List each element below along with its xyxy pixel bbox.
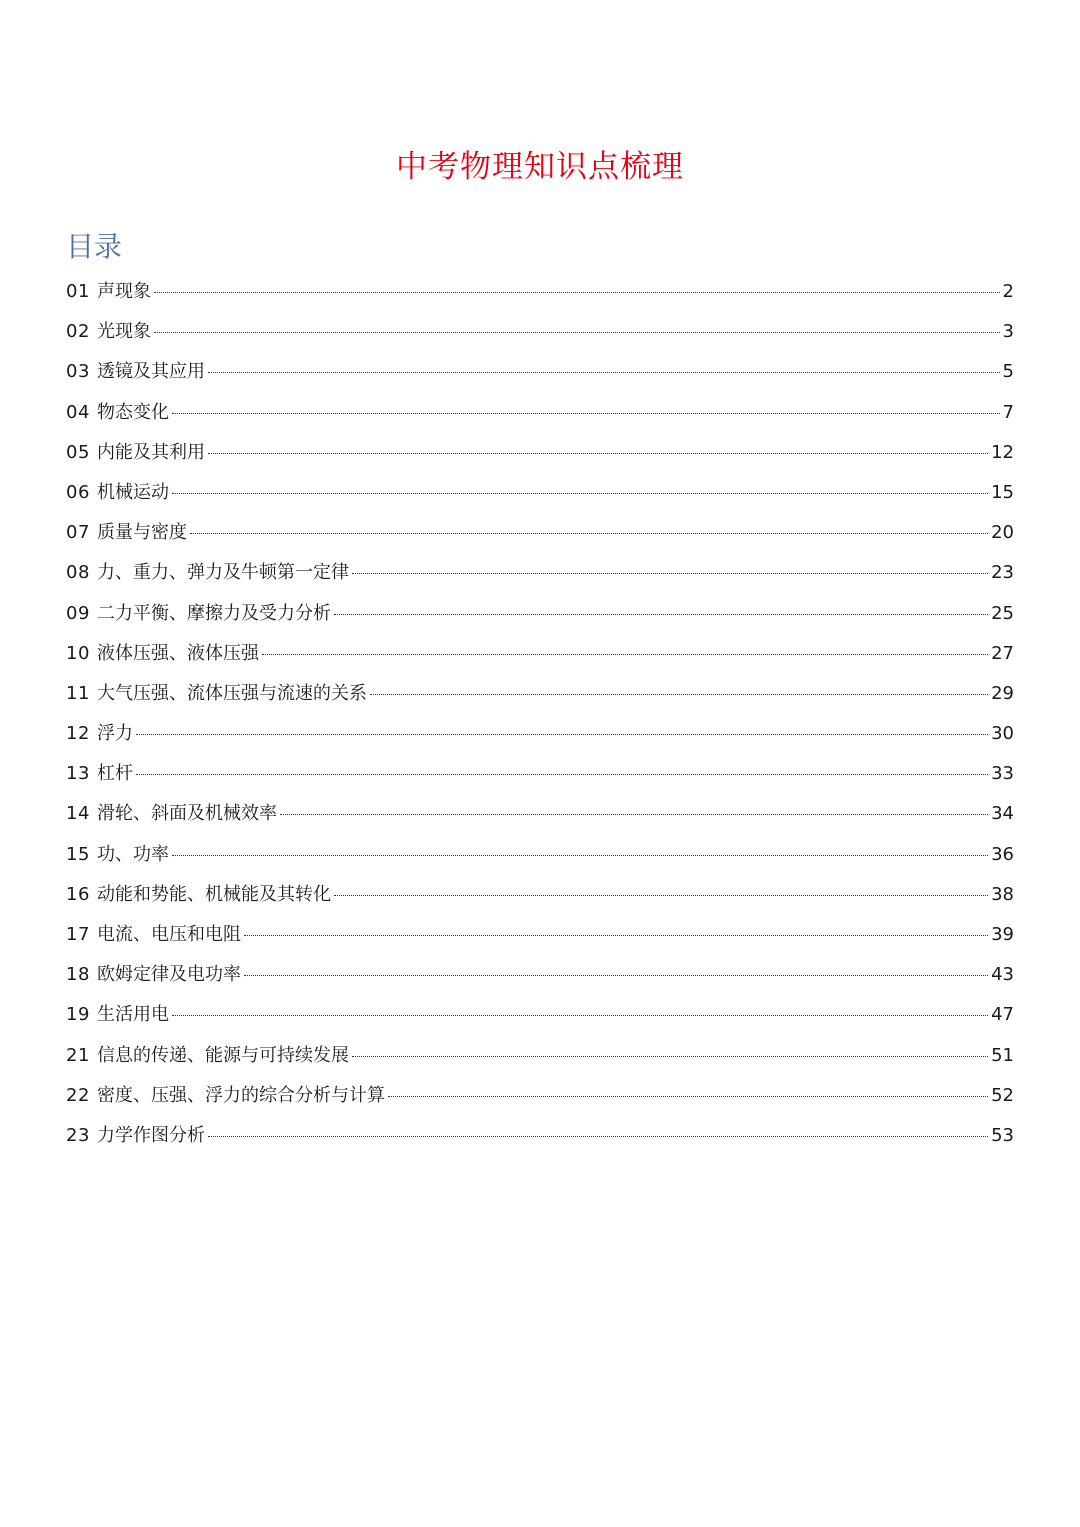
toc-entry-title: 透镜及其应用 bbox=[97, 361, 205, 383]
toc-entry-number: 01 bbox=[66, 281, 90, 302]
toc-dot-leader bbox=[262, 654, 988, 655]
toc-entry-number: 18 bbox=[66, 964, 90, 986]
toc-entry-title: 力、重力、弹力及牛顿第一定律 bbox=[97, 562, 349, 584]
toc-entry-page: 27 bbox=[991, 642, 1014, 664]
toc-entry-05[interactable] bbox=[66, 433, 1014, 473]
toc-entry-title: 生活用电 bbox=[97, 1004, 169, 1026]
toc-entry-08[interactable] bbox=[66, 553, 1014, 593]
toc-entry-number: 23 bbox=[66, 1124, 90, 1146]
toc-entry-number: 08 bbox=[66, 562, 90, 584]
document-title: 中考物理知识点梳理 bbox=[396, 149, 684, 185]
toc-dot-leader bbox=[172, 855, 988, 856]
toc-entry-page: 25 bbox=[991, 602, 1014, 624]
toc-entry-number: 12 bbox=[66, 723, 90, 745]
toc-entry-title: 液体压强、液体压强 bbox=[97, 642, 259, 664]
toc-entry-06[interactable] bbox=[66, 473, 1014, 513]
toc-entry-10[interactable] bbox=[66, 634, 1014, 674]
table-of-contents bbox=[66, 272, 1014, 1156]
toc-entry-23[interactable] bbox=[66, 1116, 1014, 1156]
toc-entry-12[interactable] bbox=[66, 714, 1014, 754]
toc-entry-number: 10 bbox=[66, 642, 90, 664]
toc-entry-number: 15 bbox=[66, 843, 90, 865]
toc-entry-page: 12 bbox=[991, 441, 1014, 463]
toc-dot-leader bbox=[334, 895, 988, 896]
toc-dot-leader bbox=[388, 1096, 988, 1097]
toc-entry-03[interactable] bbox=[66, 352, 1014, 392]
toc-entry-number: 16 bbox=[66, 883, 90, 905]
toc-dot-leader bbox=[136, 774, 988, 775]
toc-dot-leader bbox=[280, 814, 988, 815]
toc-entry-07[interactable] bbox=[66, 513, 1014, 553]
toc-entry-17[interactable] bbox=[66, 915, 1014, 955]
toc-entry-number: 03 bbox=[66, 361, 90, 383]
toc-dot-leader bbox=[352, 1056, 988, 1057]
toc-entry-title: 电流、电压和电阻 bbox=[97, 924, 241, 945]
toc-entry-title: 信息的传递、能源与可持续发展 bbox=[97, 1044, 349, 1066]
toc-entry-title: 声现象 bbox=[97, 281, 151, 302]
toc-entry-page: 36 bbox=[991, 843, 1014, 865]
toc-entry-number: 06 bbox=[66, 481, 90, 503]
toc-dot-leader bbox=[334, 614, 988, 615]
toc-dot-leader bbox=[352, 573, 988, 574]
toc-entry-title: 二力平衡、摩擦力及受力分析 bbox=[97, 602, 331, 624]
toc-entry-16[interactable] bbox=[66, 875, 1014, 915]
toc-entry-22[interactable] bbox=[66, 1076, 1014, 1116]
toc-entry-page: 33 bbox=[991, 763, 1014, 785]
toc-entry-page: 53 bbox=[991, 1124, 1014, 1146]
toc-entry-page: 20 bbox=[991, 522, 1014, 544]
toc-entry-19[interactable] bbox=[66, 995, 1014, 1035]
toc-dot-leader bbox=[244, 935, 988, 936]
toc-entry-09[interactable] bbox=[66, 594, 1014, 634]
toc-dot-leader bbox=[208, 372, 1000, 373]
toc-entry-number: 21 bbox=[66, 1044, 90, 1066]
toc-entry-title: 密度、压强、浮力的综合分析与计算 bbox=[97, 1084, 385, 1106]
toc-entry-page: 47 bbox=[991, 1004, 1014, 1026]
toc-entry-number: 04 bbox=[66, 401, 90, 423]
toc-dot-leader bbox=[370, 694, 988, 695]
toc-dot-leader bbox=[136, 734, 988, 735]
toc-dot-leader bbox=[172, 493, 988, 494]
toc-entry-11[interactable] bbox=[66, 674, 1014, 714]
toc-entry-page: 7 bbox=[1002, 401, 1014, 423]
toc-entry-title: 浮力 bbox=[97, 723, 133, 745]
toc-entry-number: 11 bbox=[66, 682, 90, 704]
toc-entry-number: 05 bbox=[66, 441, 90, 463]
toc-entry-page: 51 bbox=[991, 1044, 1014, 1066]
toc-entry-number: 09 bbox=[66, 602, 90, 624]
toc-entry-page: 2 bbox=[1002, 281, 1014, 302]
toc-entry-title: 内能及其利用 bbox=[97, 441, 205, 463]
toc-entry-page: 5 bbox=[1002, 361, 1014, 383]
toc-entry-number: 14 bbox=[66, 803, 90, 825]
toc-entry-page: 23 bbox=[991, 562, 1014, 584]
toc-entry-title: 质量与密度 bbox=[97, 522, 187, 544]
toc-dot-leader bbox=[154, 332, 1000, 333]
toc-entry-04[interactable] bbox=[66, 393, 1014, 433]
toc-dot-leader bbox=[172, 413, 1000, 414]
toc-entry-title: 功、功率 bbox=[97, 843, 169, 865]
toc-dot-leader bbox=[190, 533, 988, 534]
toc-entry-page: 43 bbox=[991, 964, 1014, 986]
toc-entry-14[interactable] bbox=[66, 794, 1014, 834]
toc-entry-title: 机械运动 bbox=[97, 481, 169, 503]
toc-entry-page: 3 bbox=[1002, 321, 1014, 343]
toc-entry-title: 滑轮、斜面及机械效率 bbox=[97, 803, 277, 825]
toc-entry-page: 30 bbox=[991, 723, 1014, 745]
toc-entry-number: 22 bbox=[66, 1084, 90, 1106]
toc-entry-number: 19 bbox=[66, 1004, 90, 1026]
toc-entry-number: 13 bbox=[66, 763, 90, 785]
toc-entry-02[interactable] bbox=[66, 312, 1014, 352]
toc-heading: 目录 bbox=[66, 230, 123, 263]
toc-dot-leader bbox=[154, 292, 1000, 293]
toc-entry-title: 杠杆 bbox=[97, 763, 133, 785]
toc-entry-page: 15 bbox=[991, 481, 1014, 503]
toc-entry-title: 力学作图分析 bbox=[97, 1124, 205, 1146]
toc-entry-18[interactable] bbox=[66, 955, 1014, 995]
toc-entry-number: 07 bbox=[66, 522, 90, 544]
toc-dot-leader bbox=[208, 1136, 988, 1137]
toc-entry-page: 29 bbox=[991, 682, 1014, 704]
toc-dot-leader bbox=[244, 975, 988, 976]
toc-entry-title: 大气压强、流体压强与流速的关系 bbox=[97, 682, 367, 704]
toc-entry-title: 欧姆定律及电功率 bbox=[97, 964, 241, 986]
toc-entry-title: 光现象 bbox=[97, 321, 151, 343]
toc-entry-page: 52 bbox=[991, 1084, 1014, 1106]
toc-entry-title: 物态变化 bbox=[97, 401, 169, 423]
toc-entry-title: 动能和势能、机械能及其转化 bbox=[97, 883, 331, 905]
toc-entry-15[interactable] bbox=[66, 835, 1014, 875]
toc-entry-page: 34 bbox=[991, 803, 1014, 825]
toc-entry-page: 38 bbox=[991, 883, 1014, 905]
toc-entry-13[interactable] bbox=[66, 754, 1014, 794]
toc-entry-01[interactable] bbox=[66, 272, 1014, 312]
toc-dot-leader bbox=[208, 453, 988, 454]
toc-entry-21[interactable] bbox=[66, 1036, 1014, 1076]
toc-dot-leader bbox=[172, 1015, 988, 1016]
toc-entry-number: 17 bbox=[66, 924, 90, 945]
toc-entry-page: 39 bbox=[991, 924, 1014, 945]
toc-entry-number: 02 bbox=[66, 321, 90, 343]
